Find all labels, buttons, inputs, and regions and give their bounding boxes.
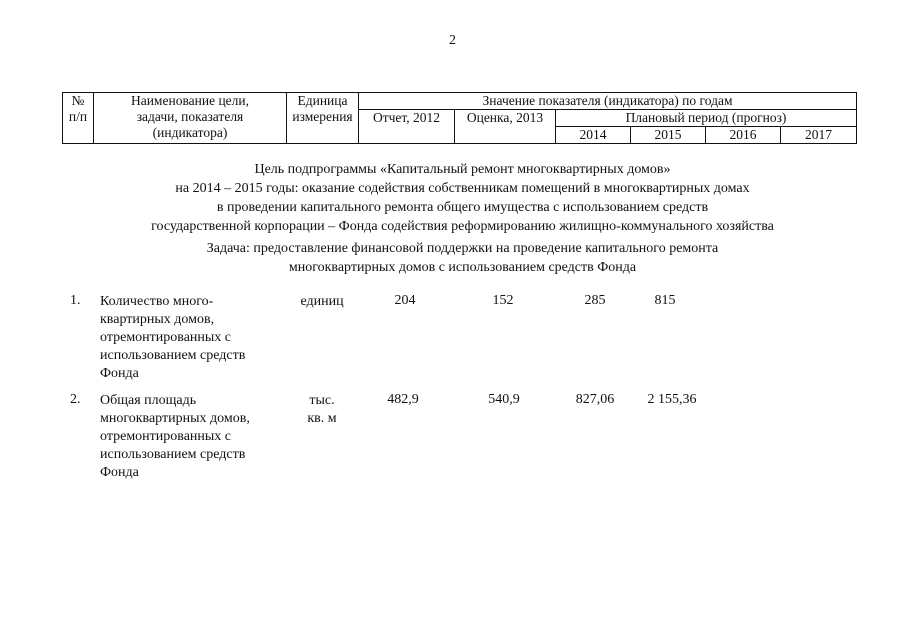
- header-report-2012: Отчет, 2012: [372, 110, 441, 125]
- header-num: № п/п: [68, 93, 88, 124]
- row-2-value-2012: 482,9: [387, 392, 419, 407]
- header-plan-period: Плановый период (прогноз): [625, 110, 787, 125]
- header-unit: Единица измерения: [292, 93, 353, 124]
- row-1-value-2015: 815: [654, 293, 676, 308]
- row-2-unit: тыс. кв. м: [307, 393, 337, 426]
- row-2-name: Общая площадь многоквартирных домов, отремонтированных с использованием средств Фонда: [100, 393, 250, 480]
- row-2-value-2013: 540,9: [488, 392, 520, 407]
- table-border-right: [856, 92, 857, 144]
- header-name: Наименование цели, задачи, показателя (индикатора): [130, 93, 250, 140]
- row-2-value-2014: 827,06: [575, 392, 615, 407]
- row-1-name: Количество много- квартирных домов, отремонтированных с использованием средств Фонда: [100, 294, 246, 381]
- header-year-2014: 2014: [579, 127, 607, 142]
- row-1-value-2013: 152: [492, 293, 514, 308]
- row-2-number: 2.: [70, 392, 81, 407]
- subprogram-task: Задача: предоставление финансовой поддержки на проведение капитального ремонта многоквартирных домов с использованием средств Фонда: [206, 241, 719, 275]
- subprogram-goal: Цель подпрограммы «Капитальный ремонт многоквартирных домов» на 2014 – 2015 годы: оказание содействия собственникам помещений в многоквартирных домах в проведении капитального ремонта общего имущества с использованием средств государственной корпорации – Фонда содействия реформированию жилищно-коммунального хозяйства: [151, 162, 774, 234]
- header-year-2016: 2016: [729, 127, 757, 142]
- row-1-value-2014: 285: [584, 293, 606, 308]
- header-year-2015: 2015: [654, 127, 682, 142]
- row-1-number: 1.: [70, 293, 81, 308]
- indicator-table-header: [62, 92, 857, 144]
- row-1-value-2012: 204: [394, 293, 416, 308]
- row-1-unit: единиц: [300, 294, 344, 309]
- header-year-2017: 2017: [805, 127, 832, 142]
- page-number: 2: [449, 33, 456, 48]
- table-border-bottom: [62, 143, 857, 144]
- header-estimate-2013: Оценка, 2013: [466, 110, 544, 125]
- header-values-title: Значение показателя (индикатора) по годам: [482, 93, 733, 108]
- row-2-value-2015: 2 155,36: [647, 392, 697, 407]
